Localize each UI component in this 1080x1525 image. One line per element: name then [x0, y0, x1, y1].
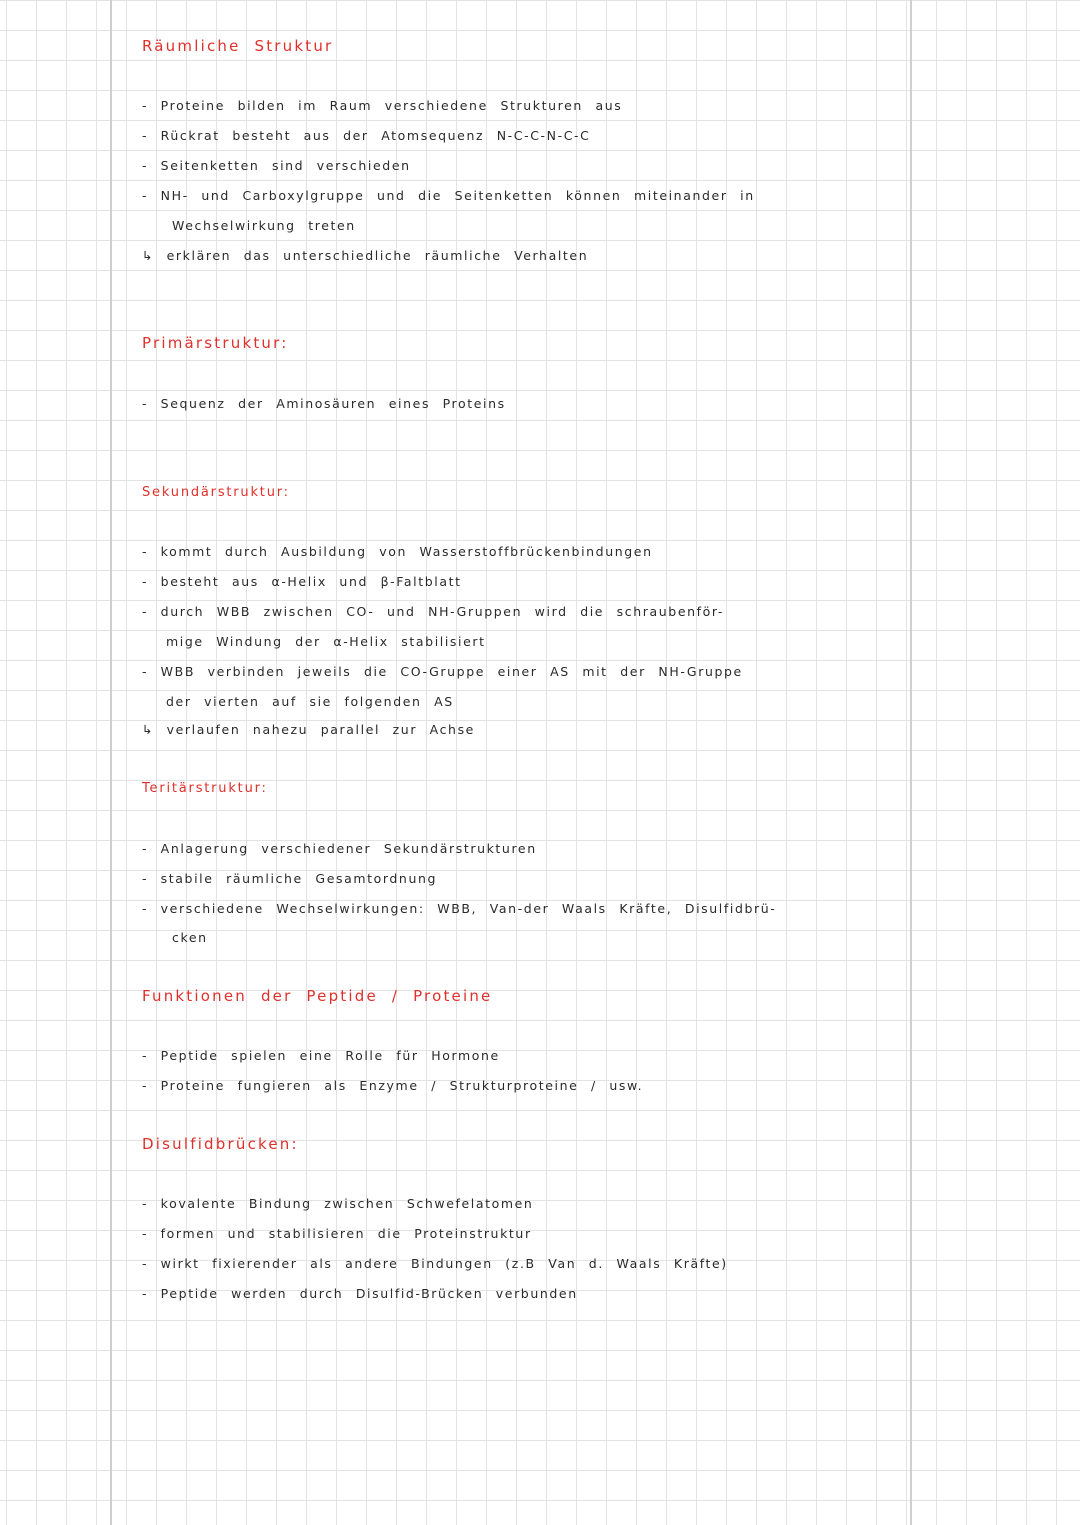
note-line: cken — [172, 930, 208, 945]
note-line: - Peptide spielen eine Rolle für Hormone — [142, 1048, 500, 1063]
note-line: - formen und stabilisieren die Proteinstruktur — [142, 1226, 532, 1241]
note-line: - NH- und Carboxylgruppe und die Seitenketten können miteinander in — [142, 188, 755, 203]
note-line: - stabile räumliche Gesamtordnung — [142, 871, 438, 886]
notebook-margin-left — [110, 0, 112, 1525]
note-line: - Peptide werden durch Disulfid-Brücken verbunden — [142, 1286, 578, 1301]
note-line: - Proteine bilden im Raum verschiedene Strukturen aus — [142, 98, 623, 113]
note-line: - WBB verbinden jeweils die CO-Gruppe einer AS mit der NH-Gruppe — [142, 664, 743, 679]
heading-disulfidbruecken: Disulfidbrücken: — [142, 1135, 299, 1153]
note-line: - kommt durch Ausbildung von Wasserstoffbrückenbindungen — [142, 544, 653, 559]
note-line: ↳ erklären das unterschiedliche räumliche Verhalten — [142, 248, 589, 263]
note-line: - verschiedene Wechselwirkungen: WBB, Van-der Waals Kräfte, Disulfidbrü- — [142, 901, 777, 916]
note-line: - Proteine fungieren als Enzyme / Strukturproteine / usw. — [142, 1078, 644, 1093]
note-line: - Anlagerung verschiedener Sekundärstrukturen — [142, 841, 537, 856]
note-line: - besteht aus α-Helix und β-Faltblatt — [142, 574, 462, 589]
notebook-margin-right — [910, 0, 912, 1525]
note-line: - Seitenketten sind verschieden — [142, 158, 411, 173]
note-line: Wechselwirkung treten — [172, 218, 356, 233]
note-line: ↳ verlaufen nahezu parallel zur Achse — [142, 722, 475, 737]
heading-sekundaerstruktur: Sekundärstruktur: — [142, 485, 290, 500]
note-line: mige Windung der α-Helix stabilisiert — [166, 634, 486, 649]
heading-funktionen: Funktionen der Peptide / Proteine — [142, 987, 493, 1005]
note-line: - durch WBB zwischen CO- und NH-Gruppen wird die schraubenför- — [142, 604, 724, 619]
note-line: der vierten auf sie folgenden AS — [166, 694, 454, 709]
heading-raeumliche-struktur: Räumliche Struktur — [142, 37, 334, 55]
note-line: - Rückrat besteht aus der Atomsequenz N-C-C-N-C-C — [142, 128, 591, 143]
heading-tertiaerstruktur: Teritärstruktur: — [142, 781, 268, 796]
heading-primaerstruktur: Primärstruktur: — [142, 334, 289, 352]
note-line: - kovalente Bindung zwischen Schwefelatomen — [142, 1196, 534, 1211]
note-line: - Sequenz der Aminosäuren eines Proteins — [142, 396, 506, 411]
note-line: - wirkt fixierender als andere Bindungen (z.B Van d. Waals Kräfte) — [142, 1256, 728, 1271]
